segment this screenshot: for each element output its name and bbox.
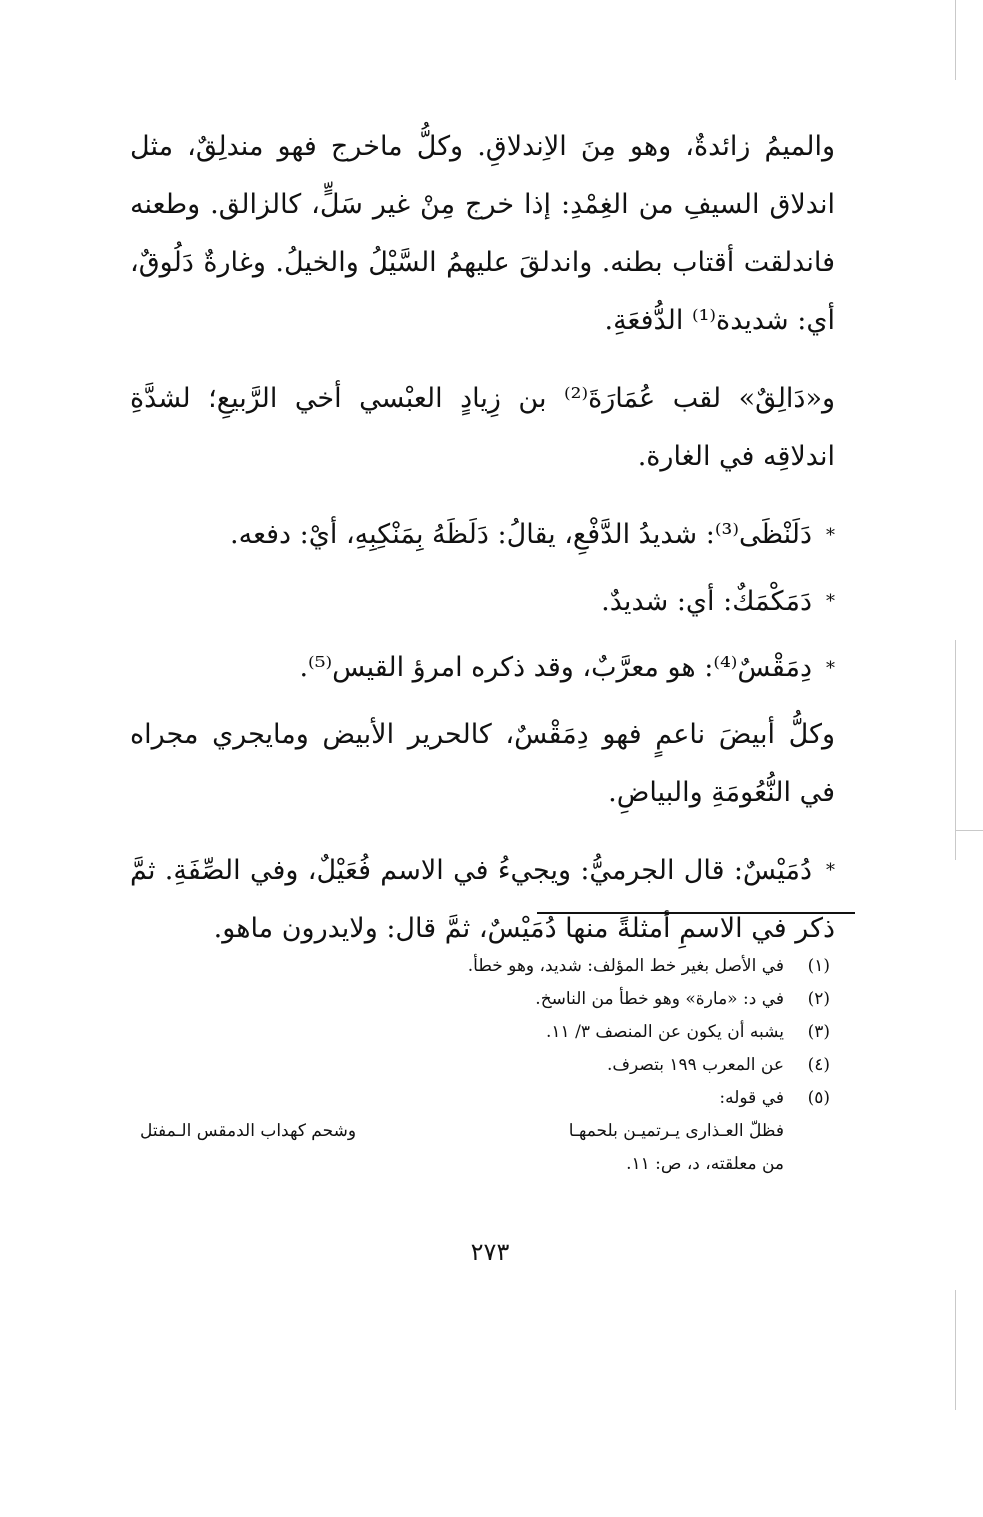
footnote-text: يشبه أن يكون عن المنصف ٣/ ١١. xyxy=(546,1022,784,1042)
footnote-text: في قوله: xyxy=(719,1088,784,1108)
entry-text: دَلَنْظَى⁽³⁾: شديدُ الدَّفْعِ، يقالُ: دَلَظَهُ بِمَنْكِبِهِ، أيْ: دفعه. xyxy=(230,519,812,550)
paragraph-3: وكلُّ أبيضَ ناعمٍ فهو دِمَقْسٌ، كالحرير الأبيض ومايجري مجراه في النُّعُومَةِ والبياضِ. xyxy=(130,718,835,808)
margin-tick xyxy=(955,830,983,831)
footnote-number: (٥) xyxy=(807,1088,830,1108)
paragraph-2: و«دَالِقٌ» لقب عُمَارَةَ⁽²⁾ بن زِيادٍ العبْسي أخي الرَّبيعِ؛ لشدَّةِ اندلاقِه في الغارة. xyxy=(130,383,835,472)
footnote-text: عن المعرب ١٩٩ بتصرف. xyxy=(606,1055,784,1075)
margin-rule-bottom xyxy=(955,1290,956,1410)
entry-text: دَمَكْمَكٌ: أي: شديدٌ. xyxy=(601,585,812,617)
footnote-text: في الأصل بغير خط المؤلف: شديد، وهو خطأ. xyxy=(467,956,784,976)
margin-rule-middle xyxy=(955,640,956,860)
footnote-1 xyxy=(140,950,830,983)
entry-text: دُمَيْسٌ: قال الجرميُّ: ويجيءُ في الاسم فُعَيْلٌ، وفي الصِّفَةِ. ثمَّ ذكر في الاسمِ أمثلةً منها دُمَيْسٌ، ثمَّ قال: ولايدرون ماهو. xyxy=(130,854,835,944)
footnotes xyxy=(140,950,830,1181)
footnote-number: (١) xyxy=(807,956,830,976)
page-number: ٢٧٣ xyxy=(470,1238,510,1266)
verse-first-hemistich: فظلّ العـذارى يـرتميـن بلحمهـا xyxy=(568,1121,784,1141)
entry-damakmak xyxy=(130,573,835,632)
entry-dimaqs xyxy=(130,639,835,698)
entry-dumais xyxy=(130,842,835,959)
entry-marker: * xyxy=(826,591,835,612)
footnote-number: (٣) xyxy=(807,1022,830,1042)
verse-source: من معلقته، د، ص: ١١. xyxy=(626,1154,784,1174)
footnote-number: (٤) xyxy=(807,1055,830,1075)
verse-second-hemistich: وشحم كهداب الدمقس الـمفتل xyxy=(140,1121,357,1141)
entry-text: دِمَقْسٌ⁽⁴⁾: هو معرَّبٌ، وقد ذكره امرؤ القيس⁽⁵⁾. xyxy=(299,652,812,683)
footnote-4 xyxy=(140,1049,830,1082)
main-text xyxy=(130,118,835,966)
poetry-verse xyxy=(140,1115,830,1148)
footnote-2 xyxy=(140,983,830,1016)
footnote-3 xyxy=(140,1016,830,1049)
margin-rule-top xyxy=(955,0,956,80)
footnote-5 xyxy=(140,1082,830,1115)
paragraph-1: والميمُ زائدةٌ، وهو مِنَ الاِندلاقِ. وكلُّ ماخرج فهو مندلِقٌ، مثل اندلاق السيفِ من الغِمْدِ: إذا خرج مِنْ غير سَلٍّ، كالزالق. وطعنه فاندلقت أقتاب بطنه. واندلقَ عليهمُ السَّيْلُ والخيلُ. وغارةٌ دَلُوقٌ، أي: شديدة⁽¹⁾ الدُّفعَةِ. xyxy=(130,131,835,336)
entry-dalanza xyxy=(130,506,835,565)
entry-marker: * xyxy=(826,524,835,546)
entry-marker: * xyxy=(826,860,835,881)
footnote-number: (٢) xyxy=(807,989,830,1009)
entry-marker: * xyxy=(826,657,835,679)
footnote-text: في د: «مارة» وهو خطأ من الناسخ. xyxy=(535,989,784,1009)
footnote-divider xyxy=(537,912,855,914)
